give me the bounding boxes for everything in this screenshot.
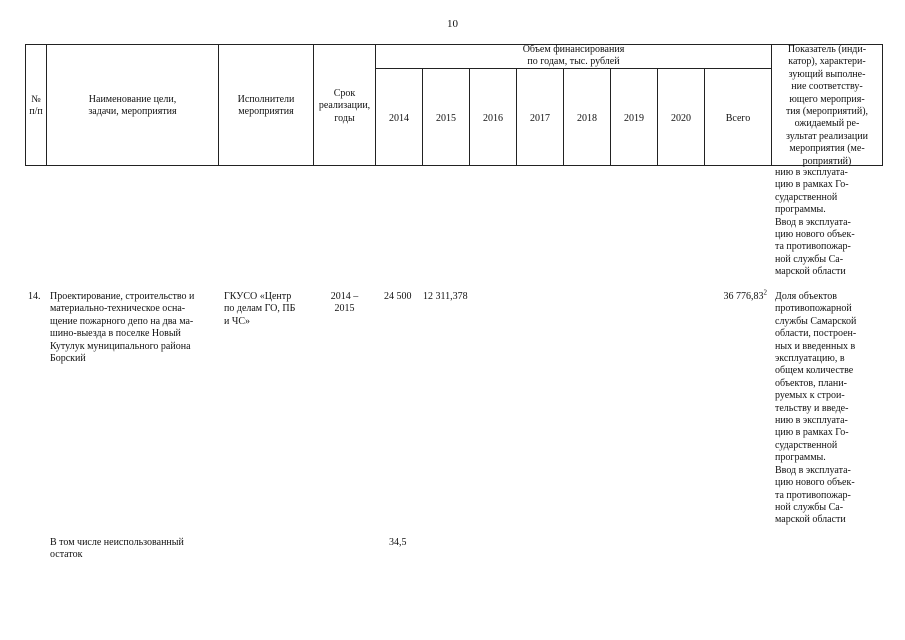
header-year-2020: 2020 <box>671 113 691 124</box>
row14-total-value: 36 776,83 <box>723 291 764 302</box>
header-year-2018: 2018 <box>577 113 597 124</box>
header-executors: Исполнители мероприятия <box>237 94 295 118</box>
header-num: № п/п <box>29 94 43 118</box>
header-year-2015: 2015 <box>436 113 456 124</box>
row14-indicator: Доля объектов противопожарной службы Самарской области, построен- ных и введенных в эксплуатацию, в общем количестве объектов, плани- руемых к строи- тельству и введе- нию в эксплуата- цию в рамках Го- сударственной программы. Ввод в эксплуата- цию нового объек- та противопожар- ной службы Са- марской области <box>775 291 857 526</box>
row14-total-footnote: 2 <box>763 288 767 297</box>
header-year-2017: 2017 <box>530 113 550 124</box>
header-year-2016: 2016 <box>483 113 503 124</box>
page-number: 10 <box>447 18 458 30</box>
header-funding: Объем финансирования по годам, тыс. рублей <box>522 44 625 68</box>
header-year-2019: 2019 <box>624 113 644 124</box>
header-term: Срок реализации, годы <box>318 88 371 124</box>
sub-row-label: В том числе неиспользованный остаток <box>50 537 184 561</box>
row14-total <box>705 288 767 303</box>
row14-value-2014: 24 500 <box>384 291 412 302</box>
row14-num: 14. <box>28 291 41 302</box>
header-name: Наименование цели, задачи, мероприятия <box>88 94 177 118</box>
row14-value-2015: 12 311,378 <box>423 291 468 302</box>
row14-executor: ГКУСО «Центр по делам ГО, ПБ и ЧС» <box>224 291 296 327</box>
row14-name: Проектирование, строительство и материально-техническое осна- щение пожарного депо на два ма- шино-выезда в поселке Новый Кутулук муниципального района Борский <box>50 291 195 365</box>
header-indicator: Показатель (инди- катор), характери- зующий выполне- ние соответству- ющего мероприя- тия (мероприятий), ожидаемый ре- зультат реализации мероприятия (ме- роприятий) <box>785 44 869 167</box>
indicator-carry-over: нию в эксплуата- цию в рамках Го- сударственной программы. Ввод в эксплуата- цию нового объек- та противопожар- ной службы Са- марской области <box>775 167 855 278</box>
header-total: Всего <box>725 113 751 124</box>
sub-row-value-2014: 34,5 <box>389 537 407 548</box>
col-line <box>882 44 883 166</box>
row14-term: 2014 – 2015 <box>330 291 359 315</box>
header-year-2014: 2014 <box>389 113 409 124</box>
header-bottom-line <box>25 165 883 166</box>
